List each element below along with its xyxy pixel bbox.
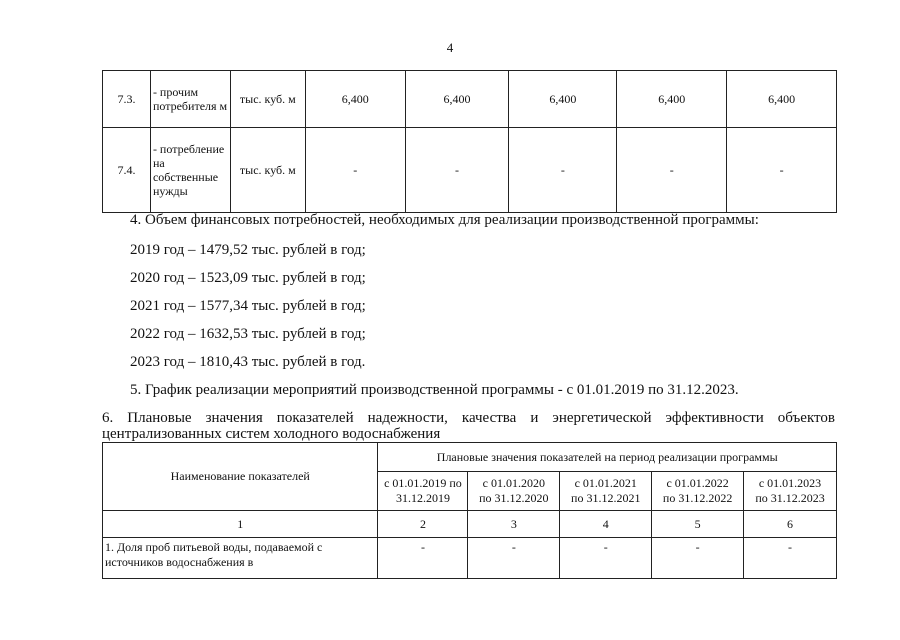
indicators-table — [102, 442, 837, 579]
period-group-header: Плановые значения показателей на период реализации программы — [378, 443, 837, 472]
page-number: 4 — [446, 40, 454, 55]
column-number: 1 — [103, 511, 378, 538]
consumption-table — [102, 70, 837, 213]
cell-value: - — [405, 128, 509, 213]
column-number: 6 — [744, 511, 837, 538]
period-header: с 01.01.2022 по 31.12.2022 — [652, 472, 744, 511]
row-unit: тыс. куб. м — [230, 128, 305, 213]
period-header: с 01.01.2019 по 31.12.2019 — [378, 472, 468, 511]
table-row — [103, 71, 837, 128]
cell-value: - — [652, 538, 744, 579]
finance-item-2022: 2022 год – 1632,53 тыс. рублей в год; — [130, 326, 366, 342]
row-name: - прочим потребителя м — [150, 71, 230, 128]
cell-value: 6,400 — [509, 71, 617, 128]
section-4-heading: 4. Объем финансовых потребностей, необходимых для реализации производственной программы: — [130, 212, 759, 228]
period-header: с 01.01.2021 по 31.12.2021 — [560, 472, 652, 511]
finance-item-2021: 2021 год – 1577,34 тыс. рублей в год; — [130, 298, 366, 314]
cell-value: - — [727, 128, 837, 213]
row-unit: тыс. куб. м — [230, 71, 305, 128]
column-number: 3 — [468, 511, 560, 538]
column-number: 4 — [560, 511, 652, 538]
section-6-heading-line1: 6. Плановые значения показателей надежности, качества и энергетической эффективности объектов — [102, 410, 835, 426]
period-header: с 01.01.2020 по 31.12.2020 — [468, 472, 560, 511]
row-number: 7.3. — [103, 71, 151, 128]
cell-value: - — [560, 538, 652, 579]
cell-value: 6,400 — [305, 71, 405, 128]
row-number: 7.4. — [103, 128, 151, 213]
cell-value: - — [617, 128, 727, 213]
table-row — [103, 538, 837, 579]
cell-value: 6,400 — [405, 71, 509, 128]
section-6-heading-line2: централизованных систем холодного водоснабжения — [102, 426, 441, 442]
cell-value: - — [509, 128, 617, 213]
period-header: с 01.01.2023 по 31.12.2023 — [744, 472, 837, 511]
finance-item-2023: 2023 год – 1810,43 тыс. рублей в год. — [130, 354, 366, 370]
cell-value: - — [378, 538, 468, 579]
name-column-header: Наименование показателей — [103, 443, 378, 511]
column-number: 5 — [652, 511, 744, 538]
table-header-row — [103, 443, 837, 472]
cell-value: 6,400 — [617, 71, 727, 128]
section-5-text: 5. График реализации мероприятий производственной программы - с 01.01.2019 по 31.12.2023. — [130, 382, 739, 398]
column-number: 2 — [378, 511, 468, 538]
indicator-name: 1. Доля проб питьевой воды, подаваемой с источников водоснабжения в — [103, 538, 378, 579]
cell-value: - — [305, 128, 405, 213]
finance-item-2020: 2020 год – 1523,09 тыс. рублей в год; — [130, 270, 366, 286]
finance-item-2019: 2019 год – 1479,52 тыс. рублей в год; — [130, 242, 366, 258]
table-row — [103, 128, 837, 213]
cell-value: - — [744, 538, 837, 579]
cell-value: - — [468, 538, 560, 579]
column-numbers-row — [103, 511, 837, 538]
cell-value: 6,400 — [727, 71, 837, 128]
row-name: - потребление на собственные нужды — [150, 128, 230, 213]
